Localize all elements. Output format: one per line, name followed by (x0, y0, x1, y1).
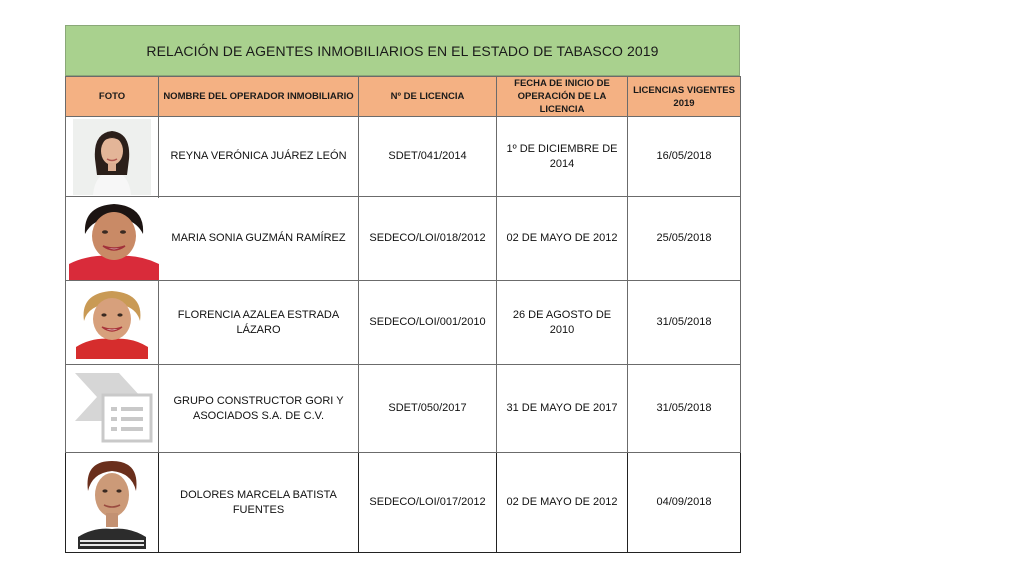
image-placeholder-icon (69, 369, 155, 449)
cell-nombre: REYNA VERÓNICA JUÁREZ LEÓN (159, 117, 359, 197)
table-row (66, 365, 741, 453)
woman-portrait-photo-graphic (73, 119, 151, 195)
woman-portrait-photo-graphic (72, 457, 152, 549)
table-row (66, 281, 741, 365)
header-fecha: FECHA DE INICIO DE OPERACIÓN DE LA LICENCIA (497, 77, 628, 117)
photo-cell (66, 453, 159, 553)
cell-fecha: 02 DE MAYO DE 2012 (497, 453, 628, 553)
cell-licencia: SEDECO/LOI/001/2010 (359, 281, 497, 365)
cell-nombre: DOLORES MARCELA BATISTA FUENTES (159, 453, 359, 553)
table-row (66, 453, 741, 553)
table-row (66, 117, 741, 197)
woman-portrait-photo-graphic (69, 198, 159, 280)
table-row (66, 197, 741, 281)
agents-table (65, 76, 741, 553)
cell-vigente: 25/05/2018 (628, 197, 741, 281)
cell-fecha: 26 DE AGOSTO DE 2010 (497, 281, 628, 365)
header-nombre: NOMBRE DEL OPERADOR INMOBILIARIO (159, 77, 359, 117)
cell-nombre: FLORENCIA AZALEA ESTRADA LÁZARO (159, 281, 359, 365)
cell-vigente: 04/09/2018 (628, 453, 741, 553)
photo-cell (66, 197, 159, 281)
woman-portrait-photo (72, 287, 152, 359)
header-licencia: Nº DE LICENCIA (359, 77, 497, 117)
cell-vigente: 16/05/2018 (628, 117, 741, 197)
image-placeholder-graphic (69, 369, 155, 449)
cell-nombre: MARIA SONIA GUZMÁN RAMÍREZ (159, 197, 359, 281)
header-vigentes: LICENCIAS VIGENTES 2019 (628, 77, 741, 117)
woman-portrait-photo (72, 457, 152, 549)
woman-portrait-photo (73, 119, 151, 195)
cell-licencia: SDET/041/2014 (359, 117, 497, 197)
cell-fecha: 1º DE DICIEMBRE DE 2014 (497, 117, 628, 197)
photo-cell (66, 281, 159, 365)
cell-vigente: 31/05/2018 (628, 365, 741, 453)
woman-portrait-photo-graphic (72, 287, 152, 359)
cell-fecha: 02 DE MAYO DE 2012 (497, 197, 628, 281)
header-row (66, 77, 741, 117)
header-foto: FOTO (66, 77, 159, 117)
cell-licencia: SDET/050/2017 (359, 365, 497, 453)
cell-vigente: 31/05/2018 (628, 281, 741, 365)
cell-licencia: SEDECO/LOI/017/2012 (359, 453, 497, 553)
agents-sheet (65, 25, 740, 549)
photo-cell (66, 365, 159, 453)
woman-portrait-photo (69, 198, 159, 280)
cell-fecha: 31 DE MAYO DE 2017 (497, 365, 628, 453)
page-title: RELACIÓN DE AGENTES INMOBILIARIOS EN EL ESTADO DE TABASCO 2019 (65, 25, 740, 76)
cell-nombre: GRUPO CONSTRUCTOR GORI Y ASOCIADOS S.A. DE C.V. (159, 365, 359, 453)
cell-licencia: SEDECO/LOI/018/2012 (359, 197, 497, 281)
photo-cell (66, 117, 159, 197)
